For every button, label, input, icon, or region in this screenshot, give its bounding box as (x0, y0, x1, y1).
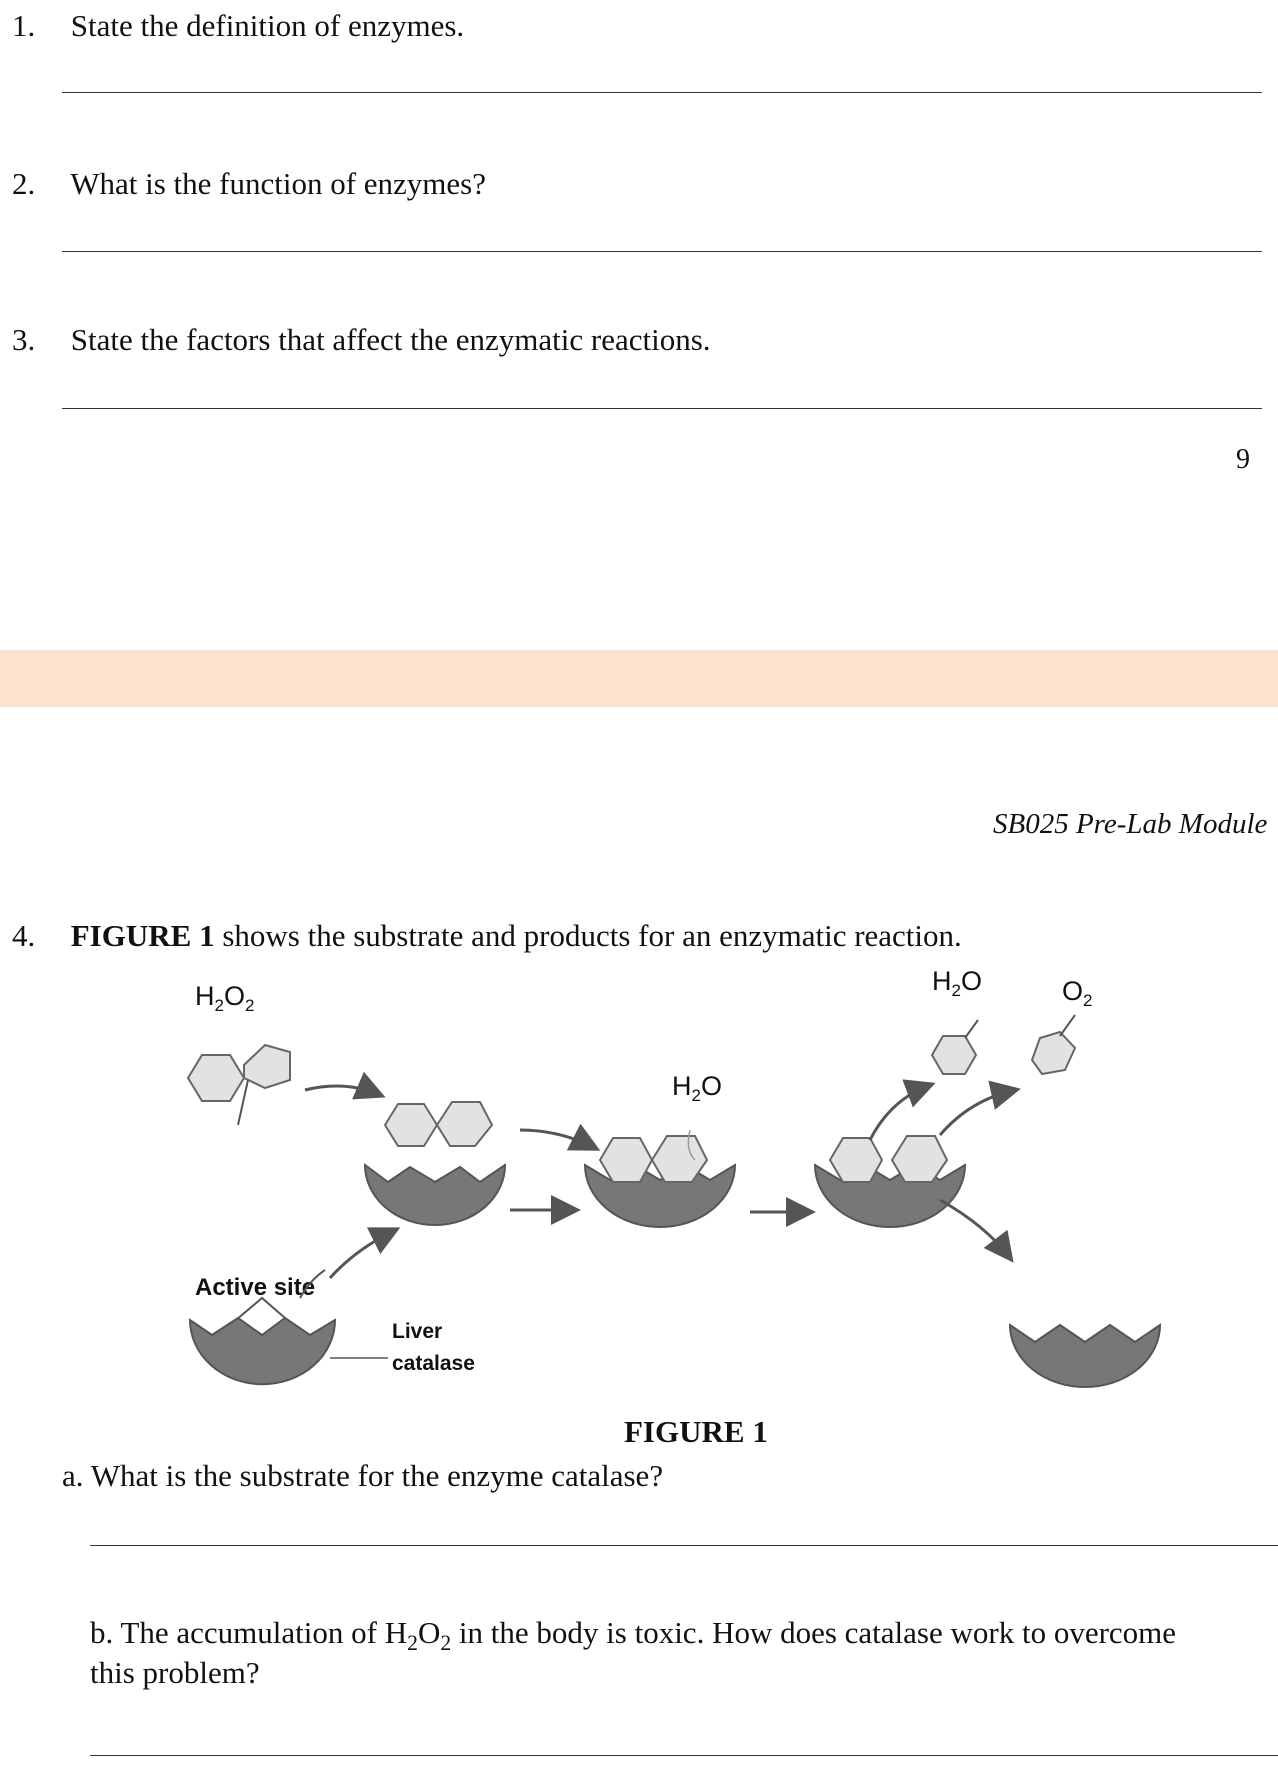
question-4 (12, 918, 962, 954)
label-liver: Liver (392, 1320, 443, 1343)
arrow-1 (305, 1086, 380, 1095)
answer-line-4b[interactable] (90, 1755, 1278, 1756)
substrate-molecule-free (188, 1045, 290, 1101)
page-header: SB025 Pre-Lab Module (993, 808, 1268, 840)
arrow-5 (870, 1085, 930, 1140)
enzyme-released (1010, 1325, 1160, 1387)
question-3-text: State the factors that affect the enzymatic reactions. (70, 322, 711, 357)
label-active-site: Active site (195, 1274, 316, 1301)
answer-line-4a[interactable] (90, 1545, 1278, 1546)
page-break-band (0, 650, 1278, 707)
label-h2o-middle: $H_2O$ (672, 1071, 722, 1105)
arrow-6 (940, 1090, 1015, 1135)
arrow-2 (520, 1130, 595, 1148)
question-4-number: 4. (12, 918, 36, 953)
enzyme-empty-top (365, 1165, 505, 1225)
question-1-text: State the definition of enzymes. (70, 8, 465, 43)
question-1-number: 1. (12, 8, 36, 43)
figure-1-diagram (170, 960, 1180, 1420)
question-2-text: What is the function of enzymes? (70, 166, 486, 201)
question-2 (12, 166, 486, 202)
answer-line-2[interactable] (62, 251, 1262, 252)
label-h2o2: $H_2O_2$ (195, 981, 255, 1015)
answer-line-3[interactable] (62, 408, 1262, 409)
label-h2o-top: $H_2O$ (932, 966, 982, 1000)
label-o2: $O_2$ (1062, 976, 1093, 1010)
label-catalase: catalase (392, 1352, 475, 1375)
enzyme-active-site (190, 1318, 335, 1384)
active-site-marker (236, 1298, 285, 1320)
figure-reference: FIGURE 1 (70, 918, 215, 953)
product-oxygen (1032, 1032, 1075, 1074)
question-4-text: shows the substrate and products for an enzymatic reaction. (214, 918, 962, 953)
figure-caption: FIGURE 1 (624, 1414, 768, 1449)
question-2-number: 2. (12, 166, 36, 201)
question-4a: a. What is the substrate for the enzyme catalase? (62, 1458, 664, 1493)
question-3-number: 3. (12, 322, 36, 357)
arrow-7 (940, 1200, 1010, 1258)
product-water (932, 1036, 976, 1074)
pointer-h2o-top (965, 1020, 978, 1038)
question-4b-line1: b. The accumulation of $H_2O_2$ in the body is toxic. How does catalase work to overcome (90, 1615, 1177, 1656)
question-3 (12, 322, 711, 358)
arrow-8 (330, 1230, 395, 1278)
pointer-o2 (1060, 1015, 1075, 1036)
question-1 (12, 8, 464, 44)
bound-products (830, 1136, 947, 1182)
question-4b-line2: this problem? (90, 1655, 260, 1690)
page-number: 9 (1236, 444, 1250, 475)
answer-line-1[interactable] (62, 92, 1262, 93)
substrate-molecule-approach (385, 1102, 492, 1146)
